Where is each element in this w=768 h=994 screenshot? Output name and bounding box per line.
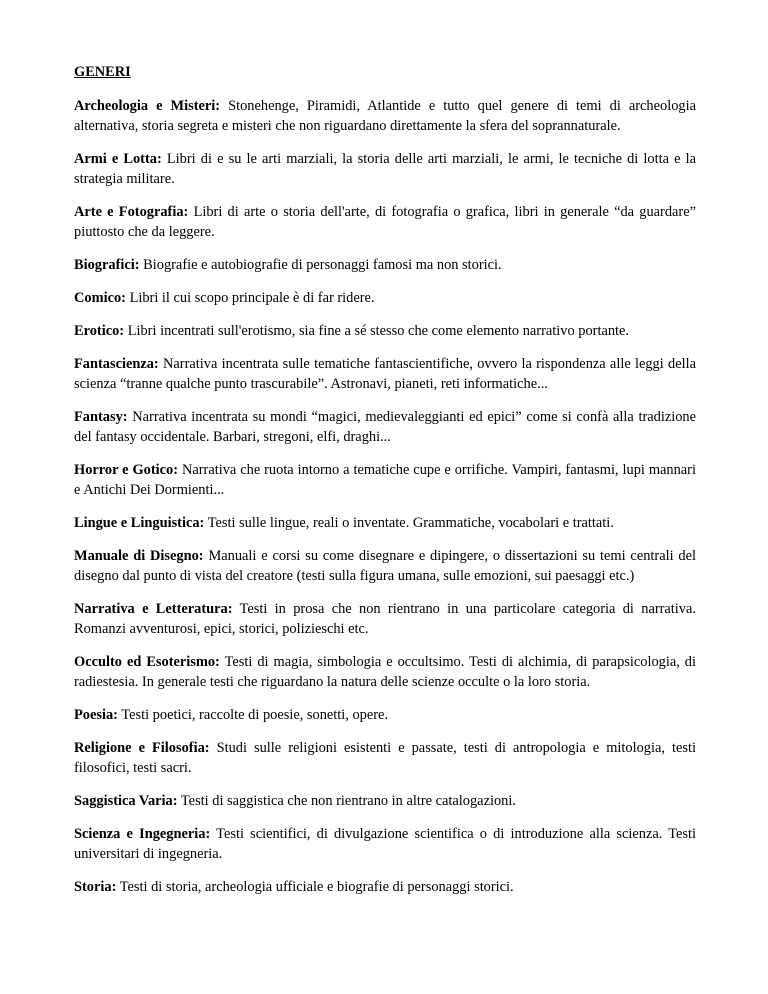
genre-description: Testi in prosa che non rientrano in una particolare categoria di narrativa. Romanzi avventurosi, epici, storici, polizieschi etc. bbox=[74, 601, 696, 637]
genre-entry bbox=[74, 599, 696, 639]
genre-term: Scienza e Ingegneria: bbox=[74, 826, 211, 842]
genre-description: Stonehenge, Piramidi, Atlantide e tutto quel genere di temi di archeologia alternativa, storia segreta e misteri che non riguardano direttamente la sfera del soprannaturale. bbox=[74, 98, 696, 134]
genre-term: Fantasy: bbox=[74, 409, 128, 425]
genre-term: Archeologia e Misteri: bbox=[74, 98, 221, 114]
genre-entry bbox=[74, 460, 696, 500]
genre-entry bbox=[74, 321, 696, 341]
genre-entry bbox=[74, 288, 696, 308]
genre-entry bbox=[74, 652, 696, 692]
genre-term: Manuale di Disegno: bbox=[74, 548, 204, 564]
genre-description: Testi di magia, simbologia e occultsimo. Testi di alchimia, di parapsicologia, di radiestesia. In generale testi che riguardano la natura delle scienze occulte o la loro storia. bbox=[74, 654, 696, 690]
genre-entry bbox=[74, 513, 696, 533]
genre-entry bbox=[74, 705, 696, 725]
genre-description: Testi di storia, archeologia ufficiale e biografie di personaggi storici. bbox=[119, 879, 514, 895]
genre-entry bbox=[74, 546, 696, 586]
genre-description: Narrativa incentrata sulle tematiche fantascientifiche, ovvero la rispondenza alle leggi della scienza “tranne qualche punto trascurabile”. Astronavi, pianeti, reti informatiche... bbox=[74, 356, 696, 392]
genre-entry bbox=[74, 791, 696, 811]
genre-term: Erotico: bbox=[74, 323, 125, 339]
genre-entry bbox=[74, 149, 696, 189]
genre-entry bbox=[74, 354, 696, 394]
genre-description: Libri di arte o storia dell'arte, di fotografia o grafica, libri in generale “da guardare” piuttosto che da leggere. bbox=[74, 204, 696, 240]
genre-term: Saggistica Varia: bbox=[74, 793, 178, 809]
genre-description: Testi poetici, raccolte di poesie, sonetti, opere. bbox=[121, 707, 389, 723]
genre-entry bbox=[74, 877, 696, 897]
genre-term: Armi e Lotta: bbox=[74, 151, 162, 167]
genre-description: Testi di saggistica che non rientrano in altre catalogazioni. bbox=[180, 793, 516, 809]
genre-description: Libri di e su le arti marziali, la storia delle arti marziali, le armi, le tecniche di lotta e la strategia militare. bbox=[74, 151, 697, 187]
genre-description: Testi sulle lingue, reali o inventate. Grammatiche, vocabolari e trattati. bbox=[207, 515, 614, 531]
document-title: GENERI bbox=[74, 64, 131, 80]
genre-term: Biografici: bbox=[74, 257, 140, 273]
document-page bbox=[74, 62, 696, 910]
genre-entry bbox=[74, 96, 696, 136]
genre-description: Narrativa incentrata su mondi “magici, medievaleggianti ed epici” come si confà alla tradizione del fantasy occidentale. Barbari, stregoni, elfi, draghi... bbox=[74, 409, 696, 445]
genre-entry bbox=[74, 824, 696, 864]
genre-entry bbox=[74, 202, 696, 242]
genre-term: Occulto ed Esoterismo: bbox=[74, 654, 220, 670]
genre-term: Storia: bbox=[74, 879, 117, 895]
genre-description: Biografie e autobiografie di personaggi famosi ma non storici. bbox=[143, 257, 502, 273]
genre-description: Manuali e corsi su come disegnare e dipingere, o dissertazioni su temi centrali del disegno dal punto di vista del creatore (testi sulla figura umana, sulle emozioni, sui paesaggi etc.) bbox=[74, 548, 696, 584]
genre-term: Fantascienza: bbox=[74, 356, 159, 372]
genre-term: Horror e Gotico: bbox=[74, 462, 179, 478]
genre-entry bbox=[74, 738, 696, 778]
genre-description: Libri il cui scopo principale è di far ridere. bbox=[129, 290, 375, 306]
genre-description: Testi scientifici, di divulgazione scientifica o di introduzione alla scienza. Testi universitari di ingegneria. bbox=[74, 826, 697, 862]
genre-term: Arte e Fotografia: bbox=[74, 204, 189, 220]
genre-term: Comico: bbox=[74, 290, 126, 306]
genre-term: Narrativa e Letteratura: bbox=[74, 601, 233, 617]
genre-description: Libri incentrati sull'erotismo, sia fine a sé stesso che come elemento narrativo portante. bbox=[127, 323, 630, 339]
genre-term: Poesia: bbox=[74, 707, 118, 723]
genre-entry bbox=[74, 407, 696, 447]
genre-entry bbox=[74, 255, 696, 275]
genre-term: Lingue e Linguistica: bbox=[74, 515, 205, 531]
genre-description: Studi sulle religioni esistenti e passate, testi di antropologia e mitologia, testi filosofici, testi sacri. bbox=[74, 740, 696, 776]
genre-term: Religione e Filosofia: bbox=[74, 740, 210, 756]
genre-description: Narrativa che ruota intorno a tematiche cupe e orrifiche. Vampiri, fantasmi, lupi mannari e Antichi Dei Dormienti... bbox=[74, 462, 696, 498]
